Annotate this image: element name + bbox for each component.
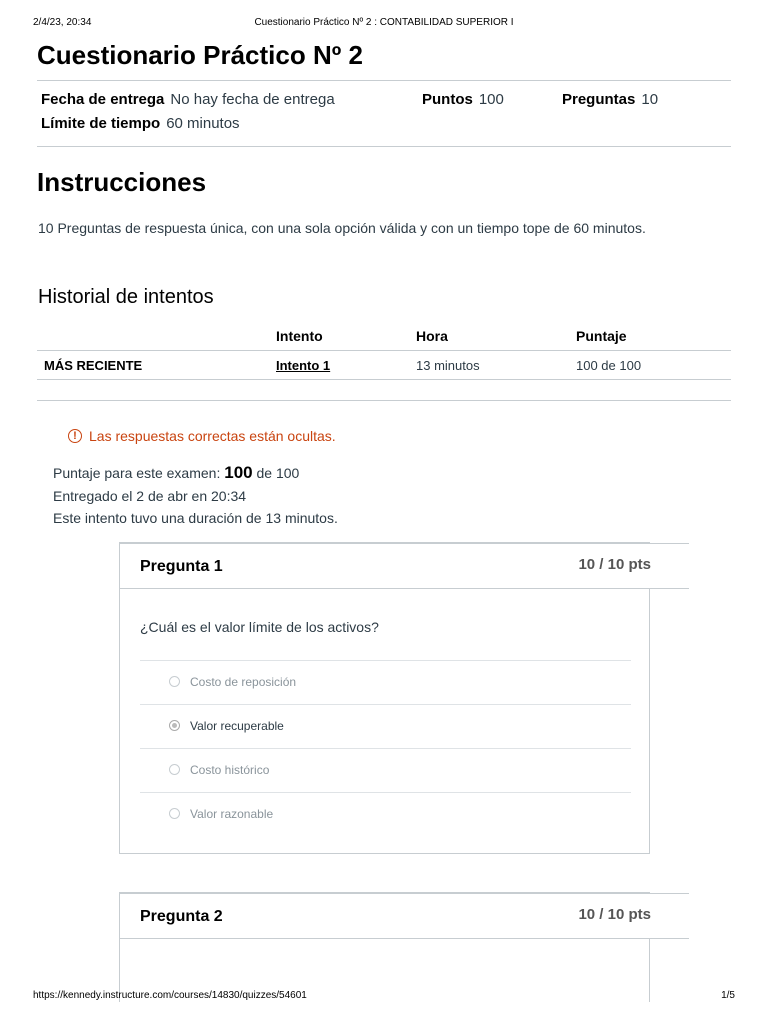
most-recent-tag: MÁS RECIENTE xyxy=(37,351,269,380)
answer-option[interactable] xyxy=(140,660,631,704)
table-header-row xyxy=(37,322,731,351)
answer-label: Valor recuperable xyxy=(190,719,284,733)
page-number: 1/5 xyxy=(721,990,735,1001)
print-date: 2/4/23, 20:34 xyxy=(33,17,92,28)
questions-value: 10 xyxy=(641,91,659,108)
radio-button-selected[interactable] xyxy=(169,720,180,731)
question-card-2 xyxy=(119,892,650,1002)
points-label: Puntos xyxy=(422,91,473,108)
answer-label: Costo de reposición xyxy=(190,675,297,689)
answer-option-selected[interactable] xyxy=(140,704,631,748)
due-label: Fecha de entrega xyxy=(41,91,165,108)
due-date xyxy=(41,91,335,108)
question-title: Pregunta 1 xyxy=(140,558,223,575)
questions-count xyxy=(562,91,658,108)
question-header xyxy=(120,893,689,939)
answer-label: Valor razonable xyxy=(190,807,274,821)
column-header-score: Puntaje xyxy=(569,322,731,351)
hidden-answers-alert xyxy=(68,428,336,444)
time-value: 60 minutos xyxy=(166,115,240,132)
question-card-1 xyxy=(119,542,650,854)
score-prefix: Puntaje para este examen: xyxy=(53,465,221,481)
history-heading: Historial de intentos xyxy=(38,286,214,308)
table-row xyxy=(37,351,731,380)
answer-option[interactable] xyxy=(140,748,631,792)
points-value: 100 xyxy=(478,91,504,108)
page-title: Cuestionario Práctico Nº 2 xyxy=(37,40,363,70)
divider xyxy=(37,146,731,147)
question-header xyxy=(120,543,689,589)
column-header-empty xyxy=(37,322,269,351)
instructions-heading: Instrucciones xyxy=(37,167,207,197)
score-value: 100 xyxy=(224,463,253,482)
score-cell: 100 de 100 xyxy=(569,351,731,380)
question-points: 10 / 10 pts xyxy=(578,906,651,923)
time-label: Límite de tiempo xyxy=(41,115,161,132)
exclamation-circle-icon: ! xyxy=(68,429,82,443)
time-limit xyxy=(41,115,240,132)
print-header xyxy=(33,17,735,31)
submitted-text: Entregado el 2 de abr en 20:34 xyxy=(53,488,247,504)
divider xyxy=(37,80,731,81)
score-suffix: de 100 xyxy=(256,465,300,481)
due-value: No hay fecha de entrega xyxy=(170,91,335,108)
question-points: 10 / 10 pts xyxy=(578,556,651,573)
print-footer xyxy=(33,990,735,1004)
question-text: ¿Cuál es el valor límite de los activos? xyxy=(140,619,379,635)
points xyxy=(422,91,504,108)
attempt-history-table xyxy=(37,322,731,380)
questions-label: Preguntas xyxy=(562,91,636,108)
duration-text: Este intento tuvo una duración de 13 minutos. xyxy=(53,510,338,526)
attempt-cell xyxy=(269,351,409,380)
divider xyxy=(37,400,731,401)
answer-label: Costo histórico xyxy=(190,763,270,777)
attempt-link[interactable]: Intento 1 xyxy=(276,357,331,373)
column-header-attempt: Intento xyxy=(269,322,409,351)
page-url: https://kennedy.instructure.com/courses/14830/quizzes/54601 xyxy=(33,990,307,1001)
alert-text: Las respuestas correctas están ocultas. xyxy=(89,428,336,444)
column-header-time: Hora xyxy=(409,322,569,351)
radio-button[interactable] xyxy=(169,808,180,819)
answer-option[interactable] xyxy=(140,792,631,836)
radio-button[interactable] xyxy=(169,676,180,687)
print-title: Cuestionario Práctico Nº 2 : CONTABILIDAD SUPERIOR I xyxy=(254,17,514,28)
instructions-text: 10 Preguntas de respuesta única, con una sola opción válida y con un tiempo tope de 60 minutos. xyxy=(38,220,646,236)
score-summary xyxy=(53,463,299,483)
radio-button[interactable] xyxy=(169,764,180,775)
question-title: Pregunta 2 xyxy=(140,908,223,925)
time-cell: 13 minutos xyxy=(409,351,569,380)
